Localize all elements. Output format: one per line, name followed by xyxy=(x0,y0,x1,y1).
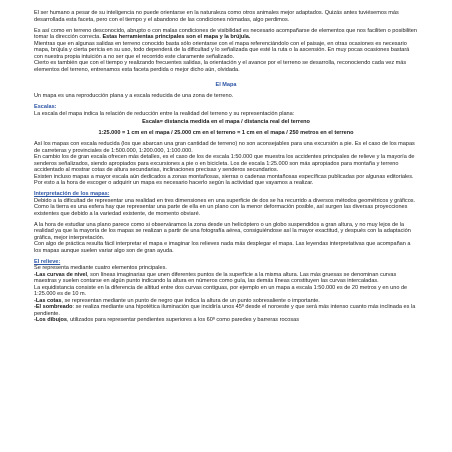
relieve-cotas-bold: -Las cotas xyxy=(34,297,62,304)
intro-paragraph-2 xyxy=(34,28,418,41)
interpretacion-paragraph-2: Como la tierra es una esfera hay que representar una parte de ella en un plano con la menor deformación posible, así surgen las diversas proyecciones existentes que debido a la variedad existente, de momento obviaré. xyxy=(34,204,408,217)
relieve-sombreado-bold: -El sombreado xyxy=(34,304,73,310)
relieve-equidistancia: La equidistancia consiste en la diferencia de altitud entre dos curvas contiguas, por ejemplo en un mapa a escala 1:50.000 es de 20 metros y en uno de 1:25.000 es de 10 m. xyxy=(34,284,408,297)
escalas-paragraph-1: La escala del mapa indica la relación de reducción entre la realidad del terreno y su representación plana: xyxy=(34,110,295,117)
section-heading-interpretacion: Interpretación de los mapas: xyxy=(34,191,110,197)
relieve-cotas-text: , se representan mediante un punto de negro que indica la altura de un punto sobresaliente o importante. xyxy=(61,297,320,304)
section-heading-relieve: El relieve: xyxy=(34,258,61,265)
relieve-dibujos xyxy=(34,317,418,324)
escala-example: 1:25.000 = 1 cm en el mapa / 25.000 cm en el terreno = 1 cm en el mapa / 250 metros en el terreno xyxy=(98,130,354,136)
intro-paragraph-1: El ser humano a pesar de su inteligencia no puede orientarse en la naturaleza como otros animales mejor adaptados. Quizás antes tuviésemos más desarrollada esta faceta, pero con el tiempo y el abandono de las condiciones nómadas, algo perdimos. xyxy=(34,10,399,23)
document-page xyxy=(34,10,418,324)
intro-paragraph-2-bold: Estas herramientas principales son el mapa y la brújula. xyxy=(102,34,251,40)
escalas-paragraph-5: Por esto a la hora de escoger o adquirir un mapa es necesario hacerlo según la actividad que vayamos a realizar. xyxy=(34,180,314,186)
section-heading-escalas: Escalas: xyxy=(34,104,57,110)
escalas-paragraph-4: Existen incluso mapas a mayor escala aún dedicados a zonas montañosas, sierras o cadenas montañosas específicas publicadas por algunas editoriales. xyxy=(34,173,414,180)
relieve-sombreado-text: : se realiza mediante una hipotética iluminación que incidiría unos 45º desde el noroeste y que será más intenso cuanto más inclinada es la pendiente. xyxy=(34,304,416,317)
intro-paragraph-4: Cierto es también que con el tiempo y realizando frecuentes salidas, la orientación y el avance por el terreno se desarrolla, reconociendo cada vez más elementos del terreno, entrenamos esta faceta perdida o mejor dicho aún, olvidada. xyxy=(34,60,407,73)
interpretacion-paragraph-1: Debido a la dificultad de representar una realidad en tres dimensiones en una superficie de dos se ha recurrido a diversos métodos geométricos y gráficos. xyxy=(34,197,416,204)
relieve-dibujos-text: , utilizados para representar pendientes superiores a los 60º como paredes y barreras rocosas xyxy=(66,317,300,323)
interpretacion-paragraph-3: A la hora de estudiar una plano parece como si observáramos la zona desde un helicóptero o un globo suspendidos a gran altura, y no muy lejos de la realidad ya que la mayoría de los mapas se realizan a partir de una fotografía aérea, consiguiéndose así la mayor exactitud, y después con la adaptación gráfica, mejor interpretación. xyxy=(34,221,411,241)
relieve-paragraph-1: Se representa mediante cuatro elementos principales. xyxy=(34,265,167,271)
relieve-curvas xyxy=(34,272,418,285)
section-heading-mapa: El Mapa xyxy=(215,82,237,88)
intro-paragraph-3: Mientras que en algunas salidas en terreno conocido basta sólo orientarse con el mapa referenciándolo con el paisaje, en otras ocasiones es necesario mapa, brújula y cierta pericia en su uso, todo dependerá de la dificultad y lo señalizada que esté la ruta o la ascensión. En muy pocas ocasiones bastará con nuestra propia intuición a no ser que el recorrido este claramente señalizado. xyxy=(34,40,410,60)
relieve-curvas-text: , son líneas imaginarias que unen diferentes puntos de la superficie a la misma altura. Las más gruesas se denominan curvas maestras y suelen contarse en algún punto indicando la altura en números como guía, las demás líneas constituyen las curvas intercaladas. xyxy=(34,271,397,284)
relieve-sombreado xyxy=(34,304,418,317)
mapa-paragraph-1: Un mapa es una reproducción plana y a escala reducida de una zona de terreno. xyxy=(34,93,234,99)
intro-paragraph-2-text: Es así como en terreno desconocido, abrupto o con malas condiciones de visibilidad es necesario acompañarse de elementos que nos faciliten o posibiliten tomar la dirección correcta. xyxy=(34,27,417,40)
escala-formula: Escala= distancia medida en el mapa / distancia real del terreno xyxy=(142,119,310,125)
relieve-dibujos-bold: -Los dibujos xyxy=(34,317,67,323)
interpretacion-paragraph-4: Con algo de práctica resulta fácil interpretar el mapa e imaginar los relieves nada más desplegar el mapa. Las leyendas interpretativas que acompañan a los mapas aunque suelen variar algo son de gran ayuda. xyxy=(34,241,411,254)
escalas-paragraph-2: Así los mapas con escala reducida (los que abarcan una gran cantidad de terreno) no son aconsejables para una excursión a pie. Es el caso de los mapas de carreteras y provinciales de 1:500.000, 1:200.000, 1:100.000. xyxy=(34,141,415,154)
relieve-curvas-bold: -Las curvas de nivel xyxy=(34,271,88,278)
escalas-paragraph-3: En cambio los de gran escala ofrecen más detalles, es el caso de los de escala 1:50.000 que muestra los accidentes principales de relieve y la mayoría de senderos señalizados, siendo apropiados para excursiones a pie o en bicicleta. Los de escala 1:25.000 son más apropiados para montaña y terreno accidentado al mostrar cotas de altura secundarias, inclinaciones precisas y senderos secundarios. xyxy=(34,154,415,173)
